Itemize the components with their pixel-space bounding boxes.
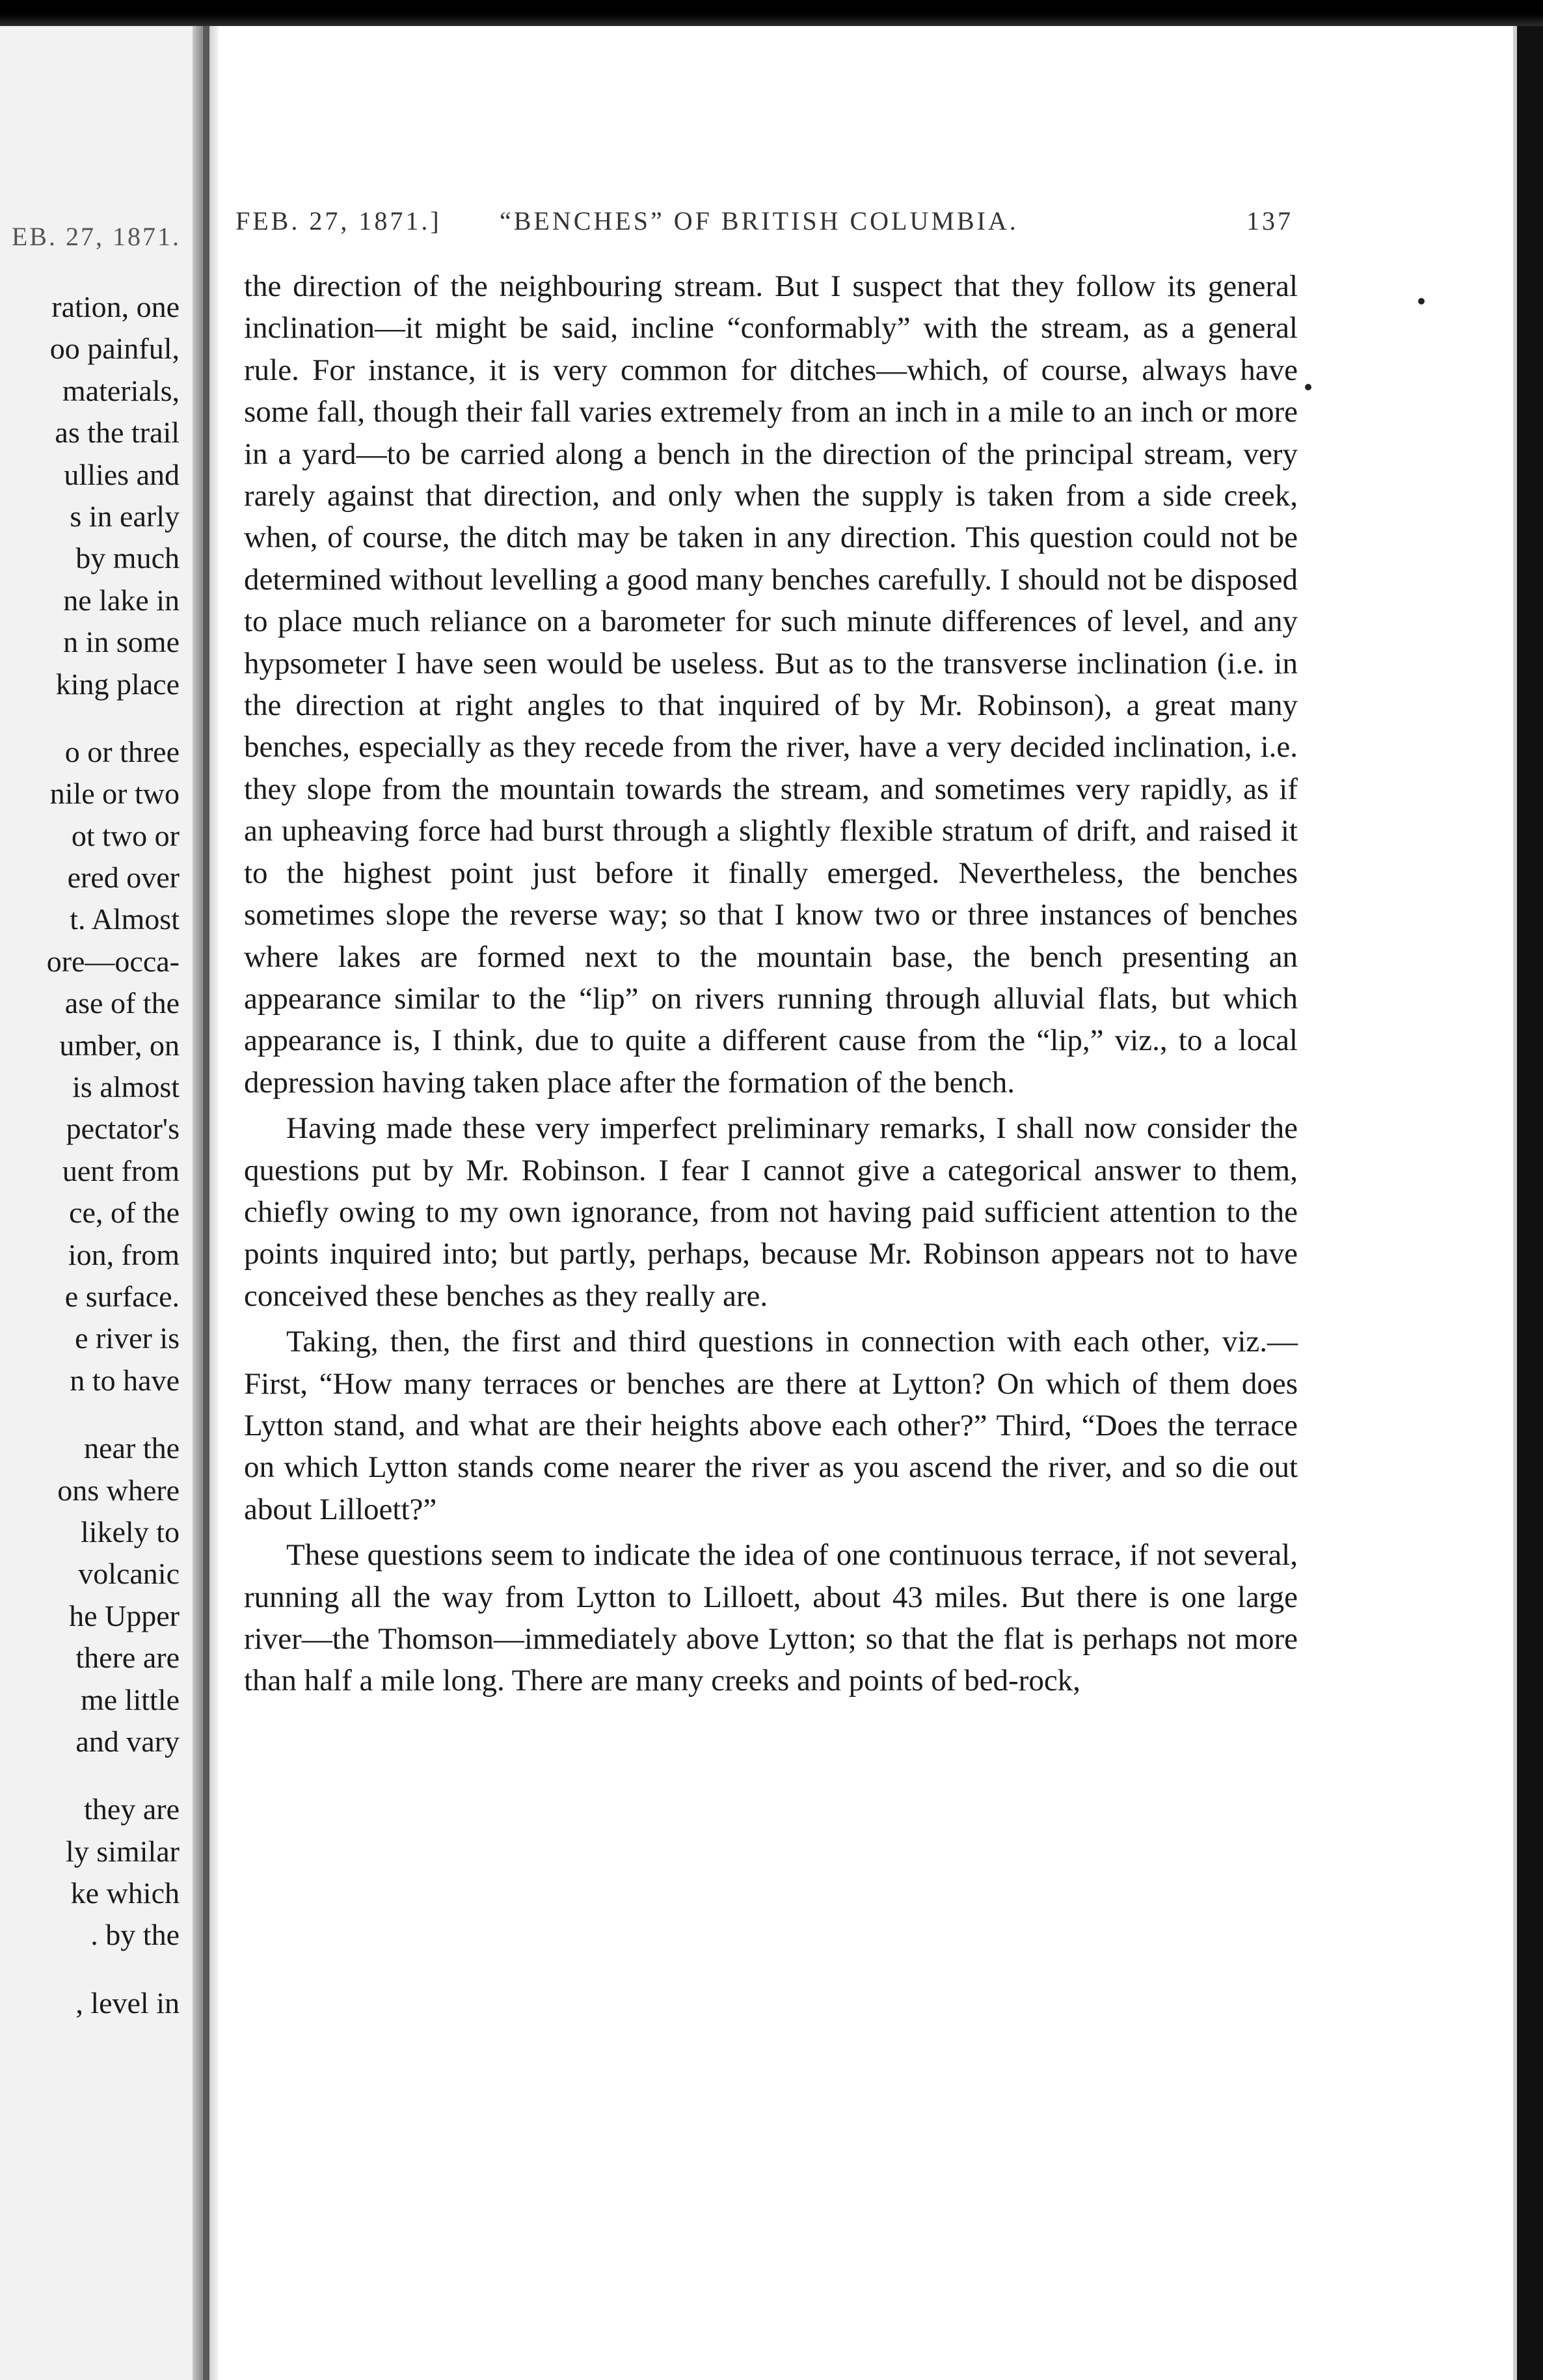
facing-page-line: ly similar	[65, 1834, 180, 1868]
facing-page-line: ore—occa-	[46, 944, 180, 978]
facing-page-line: ons where	[57, 1473, 180, 1507]
paragraph: These questions seem to indicate the idea of one continuous terrace, if not several, running all the way from Lytton to Lilloett, about 43 miles. But there is one large river—the Thomson—immediately above Lytton; so that the flat is perhaps not more than half a mile long. There are many creeks and points of bed-rock,	[244, 1538, 1298, 1698]
facing-page-line: ce, of the	[69, 1196, 180, 1230]
facing-page-line: ne lake in	[63, 583, 180, 617]
margin-mark	[1418, 298, 1425, 304]
facing-page-line: o or three	[64, 735, 180, 768]
facing-page-line: likely to	[80, 1515, 180, 1548]
facing-page-line: ered over	[67, 861, 180, 895]
facing-page-line: oo painful,	[49, 332, 180, 366]
facing-page-line: ullies and	[64, 457, 180, 491]
facing-page-line: as the trail	[55, 416, 180, 450]
facing-page-line: t. Almost	[70, 902, 180, 936]
facing-page-line: near the	[84, 1431, 180, 1465]
facing-page-line: e surface.	[64, 1279, 180, 1313]
facing-page-line: , level in	[75, 1986, 180, 2020]
facing-page-line: nile or two	[49, 777, 180, 811]
gutter-shadow	[203, 26, 209, 2380]
facing-page-line: e river is	[75, 1321, 180, 1355]
facing-page-header: EB. 27, 1871.	[11, 222, 181, 251]
facing-page-line	[0, 1956, 180, 1982]
facing-page-line: ion, from	[68, 1237, 180, 1271]
scan-right-border	[1517, 26, 1543, 2380]
page-number: 137	[1246, 206, 1293, 236]
scan-top-border	[0, 0, 1543, 26]
facing-page-line: and vary	[75, 1724, 180, 1758]
facing-page-line: n in some	[63, 625, 180, 659]
facing-page-line: materials,	[62, 373, 180, 407]
facing-page-line: ase of the	[64, 986, 180, 1020]
facing-page-line	[0, 1763, 180, 1789]
facing-page-line: king place	[55, 667, 180, 701]
article-body	[244, 265, 1298, 1702]
facing-page-line	[0, 705, 180, 731]
facing-page-line: is almost	[72, 1070, 180, 1104]
paragraph: Having made these very imperfect preliminary remarks, I shall now consider the questions put by Mr. Robinson. I fear I cannot give a categorical answer to them, chiefly owing to my own ignorance, from not having paid sufficient attention to the points inquired into; but partly, perhaps, because Mr. Robinson appears not to have conceived these benches as they really are.	[244, 1111, 1298, 1313]
margin-mark	[1305, 384, 1311, 390]
facing-page-line: ration, one	[51, 290, 180, 323]
facing-page-line: me little	[80, 1683, 180, 1716]
header-title: “BENCHES” OF BRITISH COLUMBIA.	[500, 206, 1019, 236]
paragraph-continued: the direction of the neighbouring stream. But I suspect that they follow its general inclination—it might be said, incline “conformably” with the stream, as a general rule. For instance, it is very common for ditches—which, of course, always have some fall, though their fall varies extremely from an inch in a mile to an inch or more in a yard—to be carried along a bench in the direction of the principal stream, very rarely against that direction, and only when the supply is taken from a side creek, when, of course, the ditch may be taken in any direction. This question could not be determined without levelling a good many benches carefully. I should not be disposed to place much reliance on a barometer for such minute differences of level, and any hypsometer I have seen would be useless. But as to the transverse inclination (i.e. in the direction at right angles to that inquired of by Mr. Robinson), a great many benches, especially as they recede from the river, have a very decided inclination, i.e. they slope from the mountain towards the stream, and sometimes very rapidly, as if an upheaving force had burst through a slightly flexible stratum of drift, and raised it to the highest point just before it finally emerged. Nevertheless, the benches sometimes slope the reverse way; so that I know two or three instances of benches where lakes are formed next to the mountain base, the bench presenting an appearance similar to the “lip” on rivers running through alluvial flats, but which appearance is, I think, due to quite a different cause from the “lip,” viz., to a local depression having taken place after the formation of the bench.	[244, 269, 1298, 1100]
facing-page-line: n to have	[70, 1363, 180, 1397]
running-header	[226, 206, 1293, 245]
facing-page-line	[0, 1401, 180, 1427]
facing-page-line: ot two or	[71, 818, 180, 852]
paragraph: Taking, then, the first and third questions in connection with each other, viz.—First, “How many terraces or benches are there at Lytton? On which of them does Lytton stand, and what are their heights above each other?” Third, “Does the terrace on which Lytton stands come nearer the river as you ascend the river, and so die out about Lilloett?”	[244, 1325, 1298, 1526]
facing-page-line: they are	[84, 1792, 180, 1826]
facing-page-fragment	[0, 26, 193, 2380]
facing-page-lines	[0, 286, 180, 2024]
facing-page-line: ke which	[70, 1876, 180, 1910]
facing-page-line: s in early	[70, 499, 180, 533]
facing-page-line: pectator's	[66, 1112, 180, 1146]
facing-page-line: uent from	[62, 1154, 180, 1187]
facing-page-line: umber, on	[59, 1028, 180, 1062]
facing-page-line: by much	[75, 541, 180, 575]
header-date: FEB. 27, 1871.]	[235, 206, 442, 236]
facing-page-line: he Upper	[69, 1599, 180, 1632]
facing-page-line: . by the	[90, 1918, 180, 1952]
facing-page-line: volcanic	[78, 1557, 180, 1591]
facing-page-line: there are	[75, 1641, 180, 1675]
